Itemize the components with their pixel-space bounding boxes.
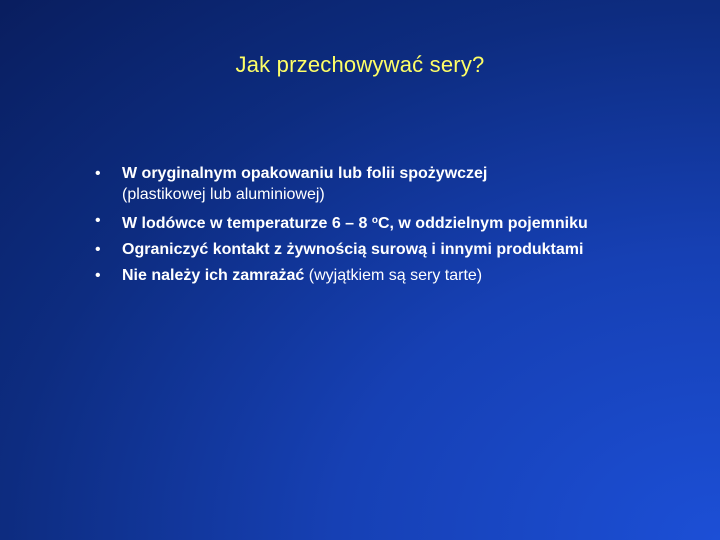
slide-title: Jak przechowywać sery? xyxy=(235,52,485,77)
bullet-mark: • xyxy=(95,241,101,258)
bullet-text-bold: C, w oddzielnym pojemniku xyxy=(377,215,588,232)
bullet-text: (plastikowej lub aluminiowej) xyxy=(122,186,325,203)
bullet-mark: • xyxy=(95,267,101,284)
bullet-item xyxy=(95,210,655,234)
bullet-mark: • xyxy=(95,165,101,182)
bullet-mark: • xyxy=(95,212,101,229)
bullet-text-bold: Nie należy ich zamrażać xyxy=(122,267,305,284)
bullet-list xyxy=(95,163,655,291)
bullet-item xyxy=(95,239,655,260)
bullet-item xyxy=(95,163,655,205)
bullet-text: (wyjątkiem są sery tarte) xyxy=(304,267,483,284)
bullet-text-bold: W oryginalnym opakowaniu lub folii spożywczej xyxy=(122,165,488,182)
bullet-item xyxy=(95,265,655,286)
degree-superscript: o xyxy=(371,215,378,226)
bullet-text-bold: Ograniczyć kontakt z żywnością surową i innymi produktami xyxy=(122,241,584,258)
bullet-text-bold: W lodówce w temperaturze 6 – 8 xyxy=(122,215,372,232)
